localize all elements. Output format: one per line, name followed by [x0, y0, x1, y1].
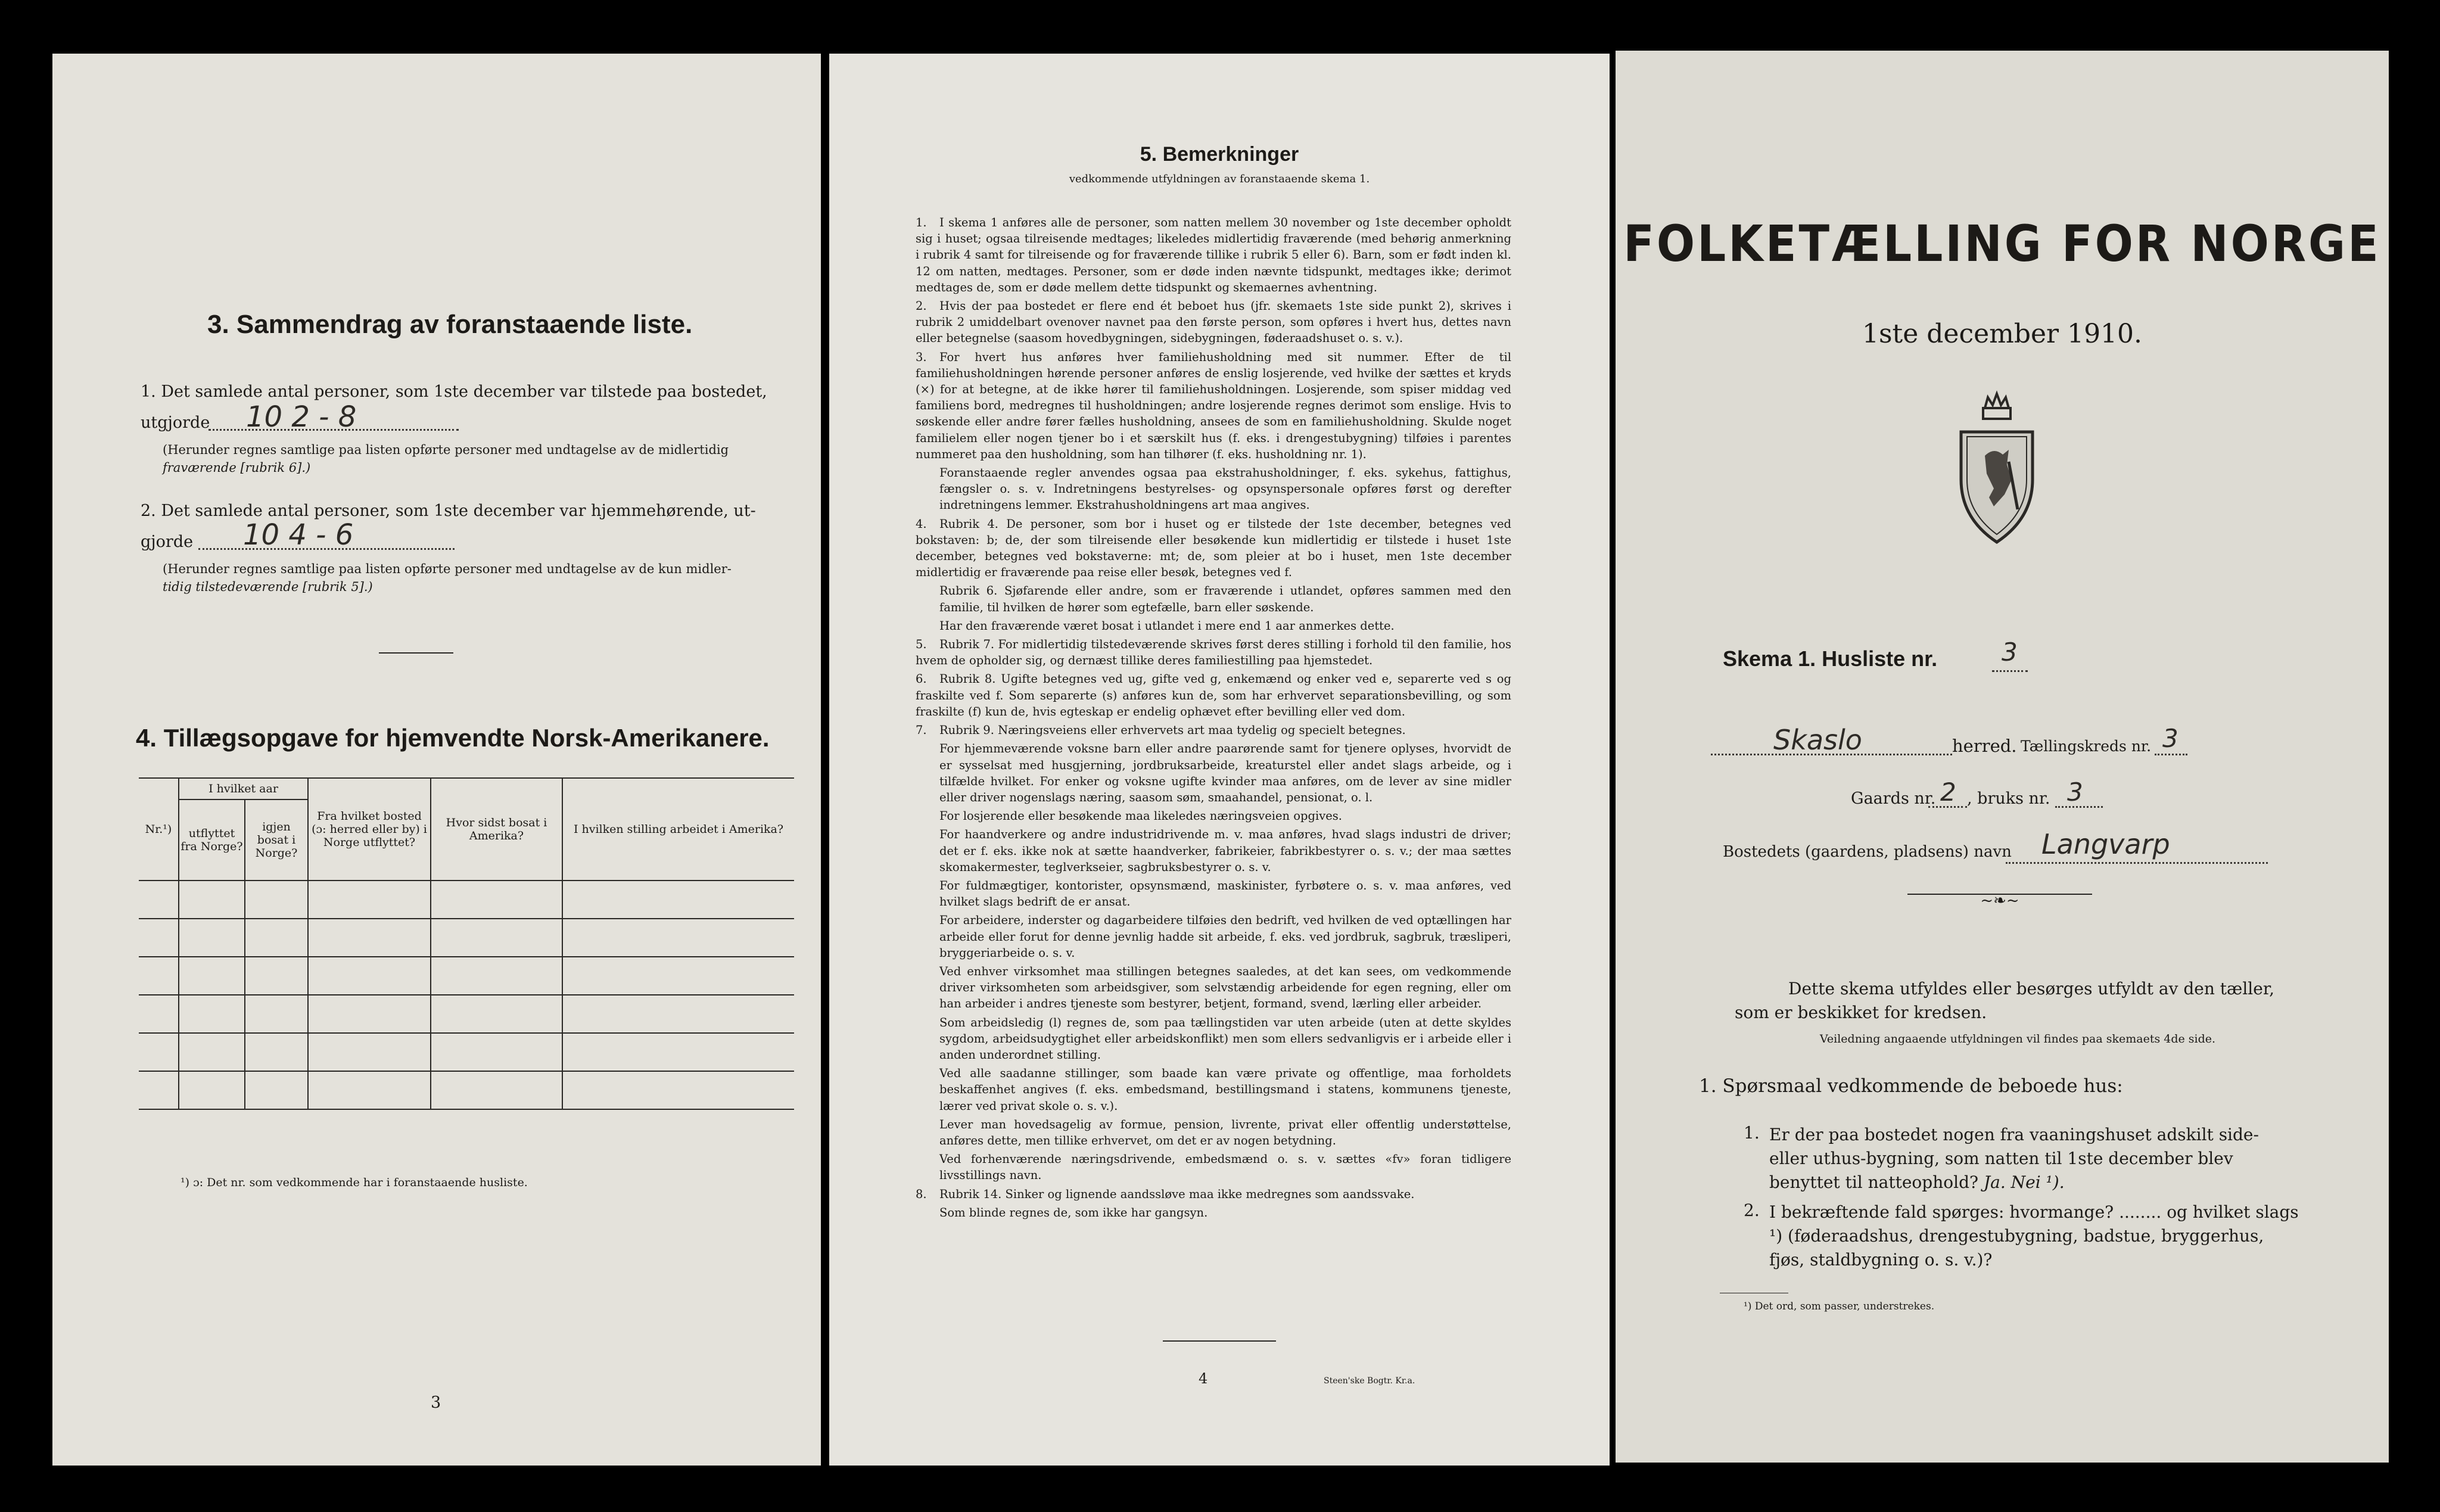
question-2: I bekræftende fald spørges: hvormange? ........ og hvilket slags ¹) (føderaadshus, drengestubygning, badstue, bryggerhus, fjøs, staldbygning o. s. v.)?	[1769, 1202, 2299, 1270]
remark-4b: Rubrik 6. Sjøfarende eller andre, som er fraværende i utlandet, opføres sammen med den familie, til hvilken de hører som egtefælle, barn eller søskende.	[939, 584, 1511, 614]
ornament-icon: ~❧~	[1980, 892, 2019, 910]
intro-text: Dette skema utfyldes eller besørges utfyldt av den tæller, som er beskikket for kredsen.	[1735, 979, 2275, 1022]
remark-5: Rubrik 7. For midlertidig tilstedeværende skrives først deres stilling i forhold til den familie, hos hvem de opholder sig, og dernæst tillike deres familiestilling paa hjemstedet.	[916, 637, 1511, 668]
table-row	[139, 1033, 794, 1071]
col-fra-bosted: Fra hvilket bosted (ɔ: herred eller by) i Norge utflyttet?	[308, 778, 431, 881]
col-utflyttet: utflyttet fra Norge?	[179, 799, 245, 881]
remark-1: I skema 1 anføres alle de personer, som natten mellem 30 november og 1ste december opholdt sig i huset; ogsaa tilreisende medtages; likeledes midlertidig fraværende (med behørig anmerkning i rubrik 4 samt for tilreisende og for fraværende tillike i rubrik 5 eller 6). Barn, som er født inden kl. 12 om natten, medtages. Personer, som er døde inden nævnte tidspunkt, medtages ikke; derimot medtages de, som er døde mellem dette tidspunkt og skemaernes avhentning.	[916, 216, 1511, 294]
bosted-fill-line	[2006, 862, 2268, 864]
item-1-note-a: (Herunder regnes samtlige paa listen opførte personer med undtagelse av de midlertidig	[163, 443, 729, 457]
footnote: ¹) Det ord, som passer, understrekes.	[1744, 1301, 1935, 1312]
bosted-name-handwritten: Langvarp	[2041, 828, 2170, 860]
kreds-number-handwritten: 3	[2162, 724, 2178, 753]
form-title: FOLKETÆLLING FOR NORGE	[1623, 214, 2381, 273]
bruks-label: , bruks nr.	[1967, 789, 2050, 808]
intro-guide: Veiledning angaaende utfyldningen vil findes paa skemaets 4de side.	[1819, 1032, 2216, 1046]
coat-of-arms-icon	[1952, 390, 2041, 545]
page-4-remarks	[829, 54, 1610, 1466]
kreds-fill-line	[2155, 754, 2187, 755]
col-stilling: I hvilken stilling arbeidet i Amerika?	[562, 778, 794, 881]
gaards-label: Gaards nr.	[1851, 789, 1936, 808]
table-row	[139, 919, 794, 957]
remark-7i: Ved alle saadanne stillinger, som baade kan være private og offentlige, maa forholdets beskaffenhet angives (f. eks. embedsmand, bestillingsmand i statens, kommunens tjeneste, lærer ved privat skole o. s. v.).	[939, 1066, 1511, 1113]
remark-7c: For losjerende eller besøkende maa likeledes næringsveien opgives.	[939, 809, 1342, 823]
remark-7g: Ved enhver virksomhet maa stillingen betegnes saaledes, at det kan sees, om vedkommende driver virksomheten som arbeidsgiver, som selvstændig arbeidende for egen regning, eller om han arbeider i andres tjeneste som bestyrer, betjent, formand, svend, lærling eller arbeider.	[939, 964, 1511, 1011]
remark-7f: For arbeidere, inderster og dagarbeidere tilføies den bedrift, ved hvilken de ved optællingen har arbeide eller forut for denne jevnlig hadde sit arbeide, f. eks. ved jordbruk, sagbruk, træsliperi, bryggeriarbeide o. s. v.	[939, 913, 1511, 960]
section-4-title: 4. Tillægsopgave for hjemvendte Norsk-Amerikanere.	[136, 724, 770, 752]
remark-4: Rubrik 4. De personer, som bor i huset og er tilstede der 1ste december, betegnes ved bokstaven: b; de, der som tilreisende eller besøkende kun midlertidig er tilstede i huset 1ste december, betegnes ved bokstaverne: mt; de, som pleier at bo i huset, men 1ste december midlertidig er fraværende paa reise eller besøk, betegnes ved f.	[916, 517, 1511, 580]
remark-7b: For hjemmeværende voksne barn eller andre paarørende samt for tjenere oplyses, hvorvidt de er sysselsat med husgjerning, jordbruksarbeide, kreaturstel eller andet slags arbeide, og i tilfælde hvilket. For enker og voksne ugifte kvinder maa anføres, om de lever av sine midler eller driver nogenslags næring, saasom søm, smaahandel, pensionat, o. l.	[939, 742, 1511, 804]
skema-label: Skema 1. Husliste nr.	[1723, 646, 1938, 671]
page-1-cover: FOLKETÆLLING FOR NORGE 1ste december 1910. Skema 1. Husliste nr. 3 Skaslo herred. Tællingskreds nr. 3 Gaards nr. 2 , bruks nr. 3 Bostedets (gaardens, pladsens) navn Langvarp ~❧~ Dette skema utfyldes eller besørges utfyldt av den tæller, som er beskikket for kredsen. Veiledning angaaende utfyldningen vil findes paa skemaets 4de side. 1. Spørsmaal vedkommende de beboede hus: 1. Er der paa bostedet nogen fra vaaningshuset adskilt side- eller uthus-bygning, som natten til 1ste december blev benyttet til natteophold? Ja. Nei ¹). 2. I bekræftende fald spørges: hvormange? ........ og hvilket slags ¹) (føderaadshus, drengestubygning, badstue, bryggerhus, fjøs, staldbygning o. s. v.)? ¹) Det ord, som passer, understrekes.	[1616, 51, 2389, 1463]
norsk-amerikanere-table	[139, 777, 794, 1110]
page-3-summary	[52, 54, 821, 1466]
remark-2: Hvis der paa bostedet er flere end ét beboet hus (jfr. skemaets 1ste side punkt 2), skrives i rubrik 2 umiddelbart ovenover navnet paa den første person, som opføres i hvert hus, dettes navn eller betegnelse (saasom hovedbygningen, sidebygningen, føderaadshuset o. s. v.).	[916, 299, 1511, 346]
remark-8: Rubrik 14. Sinker og lignende aandssløve maa ikke medregnes som aandssvake.	[939, 1187, 1415, 1201]
divider	[379, 652, 453, 654]
question-1-answer: Ja. Nei ¹).	[1983, 1172, 2065, 1192]
item-1-note-b: fraværende [rubrik 6].)	[163, 461, 311, 475]
remark-7: Rubrik 9. Næringsveiens eller erhvervets art maa tydelig og specielt betegnes.	[939, 723, 1406, 738]
col-nr: Nr.¹)	[139, 778, 179, 881]
item-1-handwritten-count: 10 2 - 8	[246, 400, 357, 434]
item-2-line-b: gjorde	[141, 533, 194, 551]
printer-mark: Steen'ske Bogtr. Kr.a.	[1324, 1376, 1415, 1386]
page-number: 3	[431, 1393, 441, 1412]
census-date: 1ste december 1910.	[1862, 319, 2143, 349]
herred-label: herred.	[1952, 736, 2017, 756]
remark-7k: Ved forhenværende næringsdrivende, embedsmænd o. s. v. sættes «fv» foran tidligere livsstillings navn.	[939, 1152, 1511, 1183]
remark-8b: Som blinde regnes de, som ikke har gangsyn.	[939, 1205, 1208, 1219]
bosted-label: Bostedets (gaardens, pladsens) navn	[1723, 843, 2012, 861]
col-hvor-bosat: Hvor sidst bosat i Amerika?	[431, 778, 562, 881]
bruks-number-handwritten: 3	[2067, 777, 2083, 807]
remarks-title: 5. Bemerkninger	[1140, 143, 1299, 166]
remark-7h: Som arbeidsledig (l) regnes de, som paa tællingstiden var uten arbeide (uten at dette skyldes sygdom, arbeidsudygtighet eller arbeidskonflikt) men som ellers sedvanligvis er i arbeide eller i anden underordnet stilling.	[939, 1015, 1511, 1062]
question-1: Er der paa bostedet nogen fra vaaningshuset adskilt side- eller uthus-bygning, som natten til 1ste december blev benyttet til natteophold? Ja. Nei ¹).	[1769, 1125, 2259, 1192]
col-igjen-bosat: igjen bosat i Norge?	[245, 799, 308, 881]
table-row	[139, 995, 794, 1033]
remarks-subtitle: vedkommende utfyldningen av foranstaaende skema 1.	[1069, 173, 1370, 185]
section-3-title: 3. Sammendrag av foranstaaende liste.	[207, 310, 693, 339]
item-1-line-b: utgjorde	[141, 413, 210, 432]
husliste-fill-line	[1992, 670, 2028, 672]
table-footnote: ¹) ɔ: Det nr. som vedkommende har i foranstaaende husliste.	[180, 1176, 528, 1189]
item-2-note-a: (Herunder regnes samtlige paa listen opførte personer med undtagelse av de kun midler-	[163, 562, 732, 576]
page-number: 4	[1199, 1370, 1208, 1387]
table-row	[139, 881, 794, 919]
remark-7d: For haandverkere og andre industridrivende m. v. maa anføres, hvad slags industri de driver; det er f. eks. ikke nok at sætte haandverker, fabrikeier, fabrikbestyrer o. s. v.; der maa sættes skomakermester, teglverkseier, sagbruksbestyrer o. s. v.	[939, 827, 1511, 874]
husliste-number-handwritten: 3	[2002, 637, 2018, 667]
item-1-line-a: 1. Det samlede antal personer, som 1ste december var tilstede paa bostedet,	[141, 382, 767, 401]
remark-3: For hvert hus anføres hver familiehusholdning med sit nummer. Efter de til familiehusholdningen hørende personer anføres de enslig losjerende, ved hvilke der sættes et kryds (×) for at betegne, at de ikke hører til familiehusholdningen. Losjerende, som spiser middag ved familiens bord, medregnes til husholdningen; andre losjerende regnes derimot som enslige. Hvis to søskende eller andre fører fælles husholdning, ansees de som en familiehusholdning. Skulde noget familielem eller nogen tjener bo i et særskilt hus (f. eks. i drengestubygning) tilføies i parentes nummeret paa den husholdning, som han tilhører (f. eks. husholdning nr. 1).	[916, 350, 1511, 461]
remarks-body: 1. I skema 1 anføres alle de personer, som natten mellem 30 november og 1ste december opholdt sig i huset; ogsaa tilreisende medtages; likeledes midlertidig fraværende (med behørig anmerkning i rubrik 4 samt for tilreisende og for fraværende tillike i rubrik 5 eller 6). Barn, som er født inden kl. 12 om natten, medtages. Personer, som er døde inden nævnte tidspunkt, medtages ikke; derimot medtages de, som er døde mellem dette tidspunkt og skemaernes avhentning. 2. Hvis der paa bostedet er flere end ét beboet hus (jfr. skemaets 1ste side punkt 2), skrives i rubrik 2 umiddelbart ovenover navnet paa den første person, som opføres i hvert hus, dettes navn eller betegnelse (saasom hovedbygningen, sidebygningen, føderaadshuset o. s. v.). 3. For hvert hus anføres hver familiehusholdning med sit nummer. Efter de til familiehusholdningen hørende personer anføres de enslig losjerende, ved hvilke der sættes et kryds (×) for at betegne, at de ikke hører til familiehusholdningen. Losjerende, som spiser middag ved familiens bord, medregnes til husholdningen; andre losjerende regnes derimot som enslige. Hvis to søskende eller andre fører fælles husholdning, ansees de som en familiehusholdning. Skulde noget familielem eller nogen tjener bo i et særskilt hus (f. eks. i drengestubygning) tilføies i parentes nummeret paa den husholdning, som han tilhører (f. eks. husholdning nr. 1). Foranstaaende regler anvendes ogsaa paa ekstrahusholdninger, f. eks. sykehus, fattighus, fængsler o. s. v. Indretningens bestyrelses- og opsynspersonale opføres først og derefter indretningens lemmer. Ekstrahusholdningens art maa angives. 4. Rubrik 4. De personer, som bor i huset og er tilstede der 1ste december, betegnes ved bokstaven: b; de, der som tilreisende eller besøkende kun midlertidig er tilstede i huset 1ste december, betegnes ved bokstaverne: mt; de, som pleier at bo i huset, men 1ste december midlertidig er fraværende paa reise eller besøk, betegnes ved f. Rubrik 6. Sjøfarende eller andre, som er fraværende i utlandet, opføres sammen med den familie, til hvilken de hører som egtefælle, barn eller søskende. Har den fraværende været bosat i utlandet i mere end 1 aar anmerkes dette. 5. Rubrik 7. For midlertidig tilstedeværende skrives først deres stilling i forhold til den familie, hos hvem de opholder sig, og dernæst tillike deres familiestilling paa hjemstedet. 6. Rubrik 8. Ugifte betegnes ved ug, gifte ved g, enkemænd og enker ved e, separerte ved s og fraskilte ved f. Som separerte (s) anføres kun de, som har erhvervet separationsbevilling, og som fraskilte (f) kun de, hvis egteskap er endelig ophævet efter bevilling eller ved dom. 7. Rubrik 9. Næringsveiens eller erhvervets art maa tydelig og specielt betegnes. For hjemmeværende voksne barn eller andre paarørende samt for tjenere oplyses, hvorvidt de er sysselsat med husgjerning, jordbruksarbeide, kreaturstel eller andet slags arbeide, og i tilfælde hvilket. For enker og voksne ugifte kvinder maa anføres, om de lever av sine midler eller driver nogenslags næring, saasom søm, smaahandel, pensionat, o. l. For losjerende eller besøkende maa likeledes næringsveien opgives. For haandverkere og andre industridrivende m. v. maa anføres, hvad slags industri de driver; det er f. eks. ikke nok at sætte haandverker, fabrikeier, fabrikbestyrer o. s. v.; der maa sættes skomakermester, teglverkseier, sagbruksbestyrer o. s. v. For fuldmægtiger, kontorister, opsynsmænd, maskinister, fyrbøtere o. s. v. maa anføres, ved hvilket slags bedrift de er ansat. For arbeidere, inderster og dagarbeidere tilføies den bedrift, ved hvilken de ved optællingen har arbeide eller forut for denne jevnlig hadde sit arbeide, f. eks. ved jordbruk, sagbruk, træsliperi, bryggeriarbeide o. s. v. Ved enhver virksomhet maa stillingen betegnes saaledes, at det kan sees, om vedkommende driver virksomheten som arbeidsgiver, som selvstændig arbeidende for egen regning, eller om han arbeider i andres tjeneste som bestyrer, betjent, formand, svend, lærling eller arbeider. Som arbeidsledig (l) regnes de, som paa tællingstiden var uten arbeide (uten at dette skyldes sygdom, arbeidsudygtighet eller arbeidskonflikt) men som ellers sedvanligvis er i arbeide eller i anden underordnet stilling. Ved alle saadanne stillinger, som baade kan være private og offentlige, maa forholdets beskaffenhet angives (f. eks. embedsmand, bestillingsmand i statens, kommunens tjeneste, lærer ved privat skole o. s. v.). Lever man hovedsagelig av formue, pension, livrente, privat eller offentlig understøttelse, anføres dette, men tillike erhvervet, om det er av nogen betydning. Ved forhenværende næringsdrivende, embedsmænd o. s. v. sættes «fv» foran tidligere livsstillings navn. 8. Rubrik 14. Sinker og lignende aandssløve maa ikke medregnes som aandssvake. Som blinde regnes de, som ikke har gangsyn.	[916, 216, 1511, 1219]
questions-heading: 1. Spørsmaal vedkommende de beboede hus:	[1699, 1075, 2123, 1097]
remark-7j: Lever man hovedsagelig av formue, pension, livrente, privat eller offentlig understøttelse, anføres dette, men tillike erhvervet, om det er av nogen betydning.	[939, 1117, 1511, 1147]
remark-4c: Har den fraværende været bosat i utlandet i mere end 1 aar anmerkes dette.	[939, 618, 1395, 633]
herred-handwritten: Skaslo	[1773, 724, 1862, 756]
divider	[1163, 1340, 1276, 1342]
table-row	[139, 957, 794, 995]
remark-7e: For fuldmægtiger, kontorister, opsynsmænd, maskinister, fyrbøtere o. s. v. maa anføres, ved hvilket slags bedrift de er ansat.	[939, 878, 1511, 909]
kreds-label: Tællingskreds nr.	[2021, 738, 2152, 755]
table-row	[139, 1071, 794, 1109]
gaards-number-handwritten: 2	[1940, 777, 1956, 807]
col-group-year: I hvilket aar	[179, 778, 308, 799]
remark-6: Rubrik 8. Ugifte betegnes ved ug, gifte ved g, enkemænd og enker ved e, separerte ved s og fraskilte ved f. Som separerte (s) anføres kun de, som har erhvervet separationsbevilling, og som fraskilte (f) kun de, hvis egteskap er endelig ophævet efter bevilling eller ved dom.	[916, 672, 1511, 718]
remark-3b: Foranstaaende regler anvendes ogsaa paa ekstrahusholdninger, f. eks. sykehus, fattighus, fængsler o. s. v. Indretningens bestyrelses- og opsynspersonale opføres først og derefter indretningens lemmer. Ekstrahusholdningens art maa angives.	[939, 466, 1511, 512]
item-2-note-b: tidig tilstedeværende [rubrik 5].)	[163, 580, 373, 594]
item-2-line-a: 2. Det samlede antal personer, som 1ste december var hjemmehørende, ut-	[141, 502, 756, 520]
item-2-handwritten-count: 10 4 - 6	[243, 518, 354, 552]
